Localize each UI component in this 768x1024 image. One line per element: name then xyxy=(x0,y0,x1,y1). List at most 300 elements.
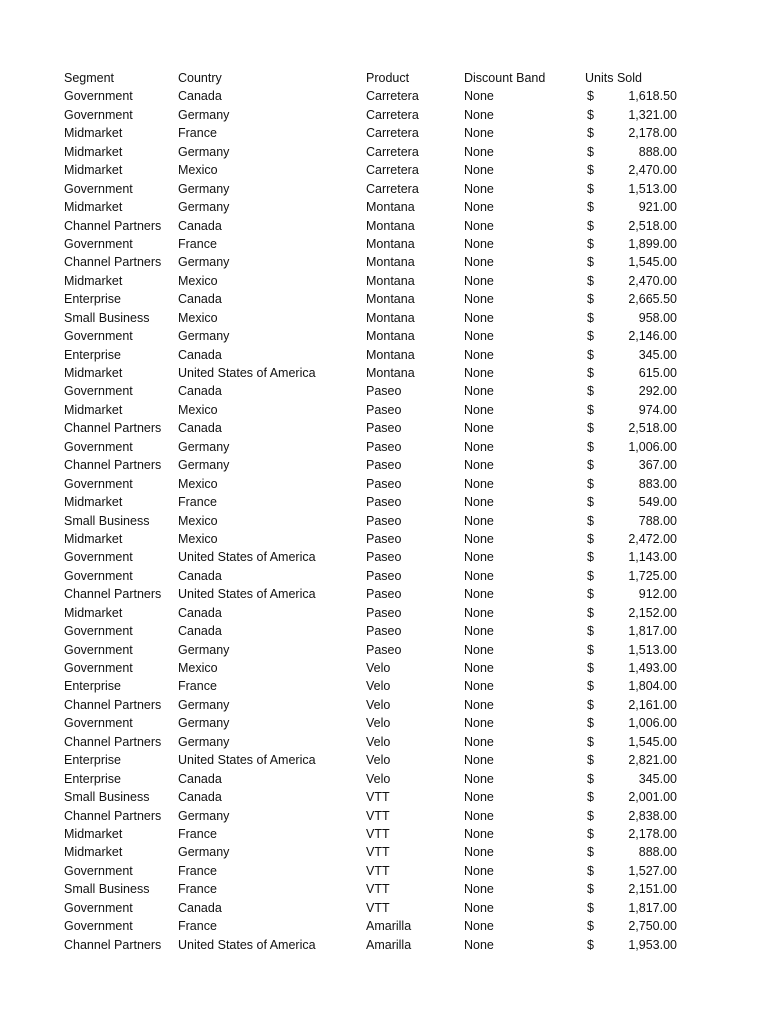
segment-cell: Midmarket xyxy=(64,605,123,620)
units-sold-cell: 2,470.00 xyxy=(628,163,677,178)
country-cell: Canada xyxy=(178,292,222,307)
product-cell: Paseo xyxy=(366,476,402,491)
units-sold-cell: 2,821.00 xyxy=(628,753,677,768)
country-cell: France xyxy=(178,236,217,251)
units-sold-cell: 888.00 xyxy=(638,144,677,159)
table-row xyxy=(0,899,768,917)
product-cell: Carretera xyxy=(366,107,419,122)
units-sold-cell: 2,001.00 xyxy=(628,790,677,805)
header-row xyxy=(0,69,768,87)
discount-band-cell: None xyxy=(464,273,494,288)
discount-band-cell: None xyxy=(464,126,494,141)
currency-symbol: $ xyxy=(587,679,594,694)
table-row xyxy=(0,512,768,530)
product-cell: Paseo xyxy=(366,642,402,657)
segment-cell: Midmarket xyxy=(64,826,123,841)
discount-band-cell: None xyxy=(464,550,494,565)
units-sold-cell: 549.00 xyxy=(638,495,677,510)
table-row xyxy=(0,235,768,253)
currency-symbol: $ xyxy=(587,421,594,436)
units-sold-cell: 958.00 xyxy=(638,310,677,325)
currency-symbol: $ xyxy=(587,568,594,583)
country-cell: France xyxy=(178,919,217,934)
units-sold-cell: 1,513.00 xyxy=(628,181,677,196)
product-cell: Paseo xyxy=(366,568,402,583)
currency-symbol: $ xyxy=(587,218,594,233)
segment-cell: Midmarket xyxy=(64,531,123,546)
country-cell: Germany xyxy=(178,734,230,749)
currency-symbol: $ xyxy=(587,181,594,196)
discount-band-cell: None xyxy=(464,384,494,399)
segment-cell: Channel Partners xyxy=(64,218,162,233)
spreadsheet-table xyxy=(0,69,768,954)
product-cell: Carretera xyxy=(366,89,419,104)
product-cell: Montana xyxy=(366,310,415,325)
table-row xyxy=(0,843,768,861)
country-cell: France xyxy=(178,826,217,841)
units-sold-cell: 345.00 xyxy=(638,347,677,362)
segment-cell: Midmarket xyxy=(64,273,123,288)
product-cell: Montana xyxy=(366,347,415,362)
currency-symbol: $ xyxy=(587,531,594,546)
units-sold-cell: 1,545.00 xyxy=(628,734,677,749)
country-cell: France xyxy=(178,495,217,510)
product-cell: Velo xyxy=(366,734,391,749)
product-cell: Paseo xyxy=(366,605,402,620)
currency-symbol: $ xyxy=(587,384,594,399)
currency-symbol: $ xyxy=(587,753,594,768)
units-sold-cell: 1,527.00 xyxy=(628,863,677,878)
discount-band-cell: None xyxy=(464,642,494,657)
units-sold-cell: 912.00 xyxy=(638,587,677,602)
header-country: Country xyxy=(178,71,222,85)
discount-band-cell: None xyxy=(464,826,494,841)
currency-symbol: $ xyxy=(587,863,594,878)
country-cell: Germany xyxy=(178,697,230,712)
table-row xyxy=(0,659,768,677)
product-cell: Carretera xyxy=(366,144,419,159)
currency-symbol: $ xyxy=(587,144,594,159)
table-row xyxy=(0,143,768,161)
table-row xyxy=(0,253,768,271)
table-row xyxy=(0,106,768,124)
country-cell: Mexico xyxy=(178,531,218,546)
segment-cell: Midmarket xyxy=(64,845,123,860)
country-cell: United States of America xyxy=(178,587,316,602)
country-cell: United States of America xyxy=(178,753,316,768)
table-row xyxy=(0,548,768,566)
units-sold-cell: 888.00 xyxy=(638,845,677,860)
units-sold-cell: 1,143.00 xyxy=(628,550,677,565)
segment-cell: Channel Partners xyxy=(64,421,162,436)
table-row xyxy=(0,438,768,456)
segment-cell: Channel Partners xyxy=(64,587,162,602)
discount-band-cell: None xyxy=(464,292,494,307)
discount-band-cell: None xyxy=(464,329,494,344)
table-row xyxy=(0,604,768,622)
country-cell: France xyxy=(178,126,217,141)
discount-band-cell: None xyxy=(464,753,494,768)
units-sold-cell: 2,178.00 xyxy=(628,826,677,841)
segment-cell: Channel Partners xyxy=(64,255,162,270)
country-cell: Germany xyxy=(178,716,230,731)
table-row xyxy=(0,641,768,659)
country-cell: Germany xyxy=(178,439,230,454)
currency-symbol: $ xyxy=(587,310,594,325)
table-row xyxy=(0,714,768,732)
currency-symbol: $ xyxy=(587,845,594,860)
units-sold-cell: 1,804.00 xyxy=(628,679,677,694)
product-cell: Velo xyxy=(366,679,391,694)
table-row xyxy=(0,493,768,511)
units-sold-cell: 788.00 xyxy=(638,513,677,528)
country-cell: Germany xyxy=(178,144,230,159)
table-row xyxy=(0,733,768,751)
units-sold-cell: 1,725.00 xyxy=(628,568,677,583)
discount-band-cell: None xyxy=(464,679,494,694)
discount-band-cell: None xyxy=(464,310,494,325)
currency-symbol: $ xyxy=(587,495,594,510)
segment-cell: Midmarket xyxy=(64,163,123,178)
product-cell: Carretera xyxy=(366,126,419,141)
discount-band-cell: None xyxy=(464,845,494,860)
product-cell: Amarilla xyxy=(366,919,412,934)
units-sold-cell: 1,493.00 xyxy=(628,661,677,675)
discount-band-cell: None xyxy=(464,89,494,104)
product-cell: Carretera xyxy=(366,163,419,178)
currency-symbol: $ xyxy=(587,587,594,602)
currency-symbol: $ xyxy=(587,919,594,934)
units-sold-cell: 1,817.00 xyxy=(628,900,677,915)
segment-cell: Government xyxy=(64,236,133,251)
header-product: Product xyxy=(366,71,410,85)
product-cell: Paseo xyxy=(366,495,402,510)
product-cell: Velo xyxy=(366,697,391,712)
units-sold-cell: 2,518.00 xyxy=(628,421,677,436)
discount-band-cell: None xyxy=(464,255,494,270)
units-sold-cell: 2,472.00 xyxy=(628,531,677,546)
product-cell: VTT xyxy=(366,863,390,878)
table-row xyxy=(0,936,768,954)
discount-band-cell: None xyxy=(464,163,494,178)
segment-cell: Enterprise xyxy=(64,679,121,694)
discount-band-cell: None xyxy=(464,863,494,878)
country-cell: Germany xyxy=(178,181,230,196)
product-cell: Velo xyxy=(366,661,391,675)
product-cell: Paseo xyxy=(366,402,402,417)
product-cell: Paseo xyxy=(366,513,402,528)
segment-cell: Government xyxy=(64,550,133,565)
discount-band-cell: None xyxy=(464,531,494,546)
currency-symbol: $ xyxy=(587,163,594,178)
segment-cell: Government xyxy=(64,329,133,344)
product-cell: VTT xyxy=(366,826,390,841)
country-cell: Canada xyxy=(178,89,222,104)
country-cell: Canada xyxy=(178,605,222,620)
discount-band-cell: None xyxy=(464,439,494,454)
currency-symbol: $ xyxy=(587,513,594,528)
table-row xyxy=(0,751,768,769)
discount-band-cell: None xyxy=(464,421,494,436)
discount-band-cell: None xyxy=(464,697,494,712)
table-row xyxy=(0,862,768,880)
units-sold-cell: 2,838.00 xyxy=(628,808,677,823)
units-sold-cell: 883.00 xyxy=(638,476,677,491)
table-row xyxy=(0,327,768,345)
table-row xyxy=(0,346,768,364)
product-cell: Paseo xyxy=(366,439,402,454)
units-sold-cell: 1,817.00 xyxy=(628,624,677,639)
units-sold-cell: 345.00 xyxy=(638,771,677,786)
units-sold-cell: 921.00 xyxy=(638,200,677,215)
units-sold-cell: 1,545.00 xyxy=(628,255,677,270)
country-cell: Canada xyxy=(178,790,222,805)
product-cell: Montana xyxy=(366,218,415,233)
segment-cell: Channel Partners xyxy=(64,937,162,952)
currency-symbol: $ xyxy=(587,716,594,731)
currency-symbol: $ xyxy=(587,605,594,620)
product-cell: Montana xyxy=(366,329,415,344)
table-row xyxy=(0,124,768,142)
country-cell: Canada xyxy=(178,771,222,786)
table-row xyxy=(0,788,768,806)
segment-cell: Government xyxy=(64,107,133,122)
product-cell: VTT xyxy=(366,845,390,860)
table-row xyxy=(0,807,768,825)
units-sold-cell: 2,750.00 xyxy=(628,919,677,934)
currency-symbol: $ xyxy=(587,255,594,270)
country-cell: Canada xyxy=(178,421,222,436)
segment-cell: Government xyxy=(64,642,133,657)
currency-symbol: $ xyxy=(587,642,594,657)
discount-band-cell: None xyxy=(464,734,494,749)
segment-cell: Midmarket xyxy=(64,495,123,510)
units-sold-cell: 2,161.00 xyxy=(628,697,677,712)
product-cell: Montana xyxy=(366,292,415,307)
segment-cell: Government xyxy=(64,384,133,399)
segment-cell: Government xyxy=(64,661,133,675)
table-row xyxy=(0,217,768,235)
product-cell: Paseo xyxy=(366,531,402,546)
currency-symbol: $ xyxy=(587,458,594,473)
product-cell: Paseo xyxy=(366,624,402,639)
country-cell: Mexico xyxy=(178,513,218,528)
country-cell: United States of America xyxy=(178,366,316,380)
segment-cell: Government xyxy=(64,900,133,915)
product-cell: Paseo xyxy=(366,458,402,473)
currency-symbol: $ xyxy=(587,697,594,712)
currency-symbol: $ xyxy=(587,771,594,786)
discount-band-cell: None xyxy=(464,218,494,233)
country-cell: France xyxy=(178,679,217,694)
units-sold-cell: 367.00 xyxy=(638,458,677,473)
country-cell: Germany xyxy=(178,845,230,860)
discount-band-cell: None xyxy=(464,107,494,122)
discount-band-cell: None xyxy=(464,716,494,731)
discount-band-cell: None xyxy=(464,587,494,602)
table-row xyxy=(0,401,768,419)
table-row xyxy=(0,530,768,548)
currency-symbol: $ xyxy=(587,476,594,491)
segment-cell: Government xyxy=(64,624,133,639)
header-units-sold: Units Sold xyxy=(585,71,642,85)
segment-cell: Government xyxy=(64,568,133,583)
table-row xyxy=(0,419,768,437)
currency-symbol: $ xyxy=(587,790,594,805)
product-cell: Amarilla xyxy=(366,937,412,952)
segment-cell: Government xyxy=(64,716,133,731)
discount-band-cell: None xyxy=(464,624,494,639)
product-cell: Montana xyxy=(366,255,415,270)
currency-symbol: $ xyxy=(587,236,594,251)
table-row xyxy=(0,585,768,603)
currency-symbol: $ xyxy=(587,347,594,362)
discount-band-cell: None xyxy=(464,144,494,159)
country-cell: Mexico xyxy=(178,661,218,675)
units-sold-cell: 2,178.00 xyxy=(628,126,677,141)
currency-symbol: $ xyxy=(587,550,594,565)
table-row xyxy=(0,309,768,327)
country-cell: Mexico xyxy=(178,273,218,288)
currency-symbol: $ xyxy=(587,937,594,952)
segment-cell: Midmarket xyxy=(64,126,123,141)
units-sold-cell: 2,151.00 xyxy=(628,882,677,897)
currency-symbol: $ xyxy=(587,900,594,915)
discount-band-cell: None xyxy=(464,808,494,823)
table-row xyxy=(0,567,768,585)
units-sold-cell: 1,899.00 xyxy=(628,236,677,251)
units-sold-cell: 1,953.00 xyxy=(628,937,677,952)
discount-band-cell: None xyxy=(464,200,494,215)
units-sold-cell: 1,006.00 xyxy=(628,716,677,731)
product-cell: VTT xyxy=(366,790,390,805)
country-cell: Canada xyxy=(178,568,222,583)
segment-cell: Small Business xyxy=(64,882,150,897)
table-row xyxy=(0,87,768,105)
currency-symbol: $ xyxy=(587,808,594,823)
discount-band-cell: None xyxy=(464,476,494,491)
country-cell: Germany xyxy=(178,329,230,344)
segment-cell: Channel Partners xyxy=(64,697,162,712)
segment-cell: Midmarket xyxy=(64,144,123,159)
table-row xyxy=(0,677,768,695)
country-cell: Germany xyxy=(178,200,230,215)
country-cell: Germany xyxy=(178,642,230,657)
currency-symbol: $ xyxy=(587,402,594,417)
discount-band-cell: None xyxy=(464,900,494,915)
segment-cell: Government xyxy=(64,89,133,104)
discount-band-cell: None xyxy=(464,771,494,786)
discount-band-cell: None xyxy=(464,495,494,510)
product-cell: Montana xyxy=(366,200,415,215)
country-cell: Germany xyxy=(178,107,230,122)
table-row xyxy=(0,622,768,640)
product-cell: Velo xyxy=(366,753,391,768)
segment-cell: Government xyxy=(64,863,133,878)
currency-symbol: $ xyxy=(587,439,594,454)
discount-band-cell: None xyxy=(464,790,494,805)
currency-symbol: $ xyxy=(587,366,594,380)
table-row xyxy=(0,180,768,198)
currency-symbol: $ xyxy=(587,661,594,675)
segment-cell: Enterprise xyxy=(64,292,121,307)
country-cell: Mexico xyxy=(178,476,218,491)
country-cell: Germany xyxy=(178,808,230,823)
segment-cell: Small Business xyxy=(64,790,150,805)
segment-cell: Government xyxy=(64,919,133,934)
discount-band-cell: None xyxy=(464,181,494,196)
units-sold-cell: 2,146.00 xyxy=(628,329,677,344)
segment-cell: Enterprise xyxy=(64,347,121,362)
table-row xyxy=(0,696,768,714)
currency-symbol: $ xyxy=(587,89,594,104)
discount-band-cell: None xyxy=(464,236,494,251)
country-cell: United States of America xyxy=(178,937,316,952)
country-cell: Mexico xyxy=(178,402,218,417)
table-row xyxy=(0,364,768,382)
country-cell: France xyxy=(178,863,217,878)
country-cell: United States of America xyxy=(178,550,316,565)
currency-symbol: $ xyxy=(587,329,594,344)
product-cell: Paseo xyxy=(366,550,402,565)
currency-symbol: $ xyxy=(587,200,594,215)
units-sold-cell: 1,618.50 xyxy=(628,89,677,104)
discount-band-cell: None xyxy=(464,402,494,417)
units-sold-cell: 2,152.00 xyxy=(628,605,677,620)
units-sold-cell: 1,321.00 xyxy=(628,107,677,122)
segment-cell: Channel Partners xyxy=(64,808,162,823)
currency-symbol: $ xyxy=(587,273,594,288)
table-row xyxy=(0,290,768,308)
segment-cell: Enterprise xyxy=(64,753,121,768)
units-sold-cell: 292.00 xyxy=(638,384,677,399)
product-cell: Paseo xyxy=(366,587,402,602)
units-sold-cell: 974.00 xyxy=(638,402,677,417)
country-cell: Mexico xyxy=(178,310,218,325)
product-cell: Velo xyxy=(366,716,391,731)
product-cell: VTT xyxy=(366,808,390,823)
discount-band-cell: None xyxy=(464,661,494,675)
table-row xyxy=(0,917,768,935)
segment-cell: Midmarket xyxy=(64,366,123,380)
product-cell: Paseo xyxy=(366,384,402,399)
table-row xyxy=(0,198,768,216)
product-cell: Montana xyxy=(366,366,415,380)
segment-cell: Channel Partners xyxy=(64,734,162,749)
table-row xyxy=(0,272,768,290)
units-sold-cell: 2,518.00 xyxy=(628,218,677,233)
discount-band-cell: None xyxy=(464,513,494,528)
segment-cell: Enterprise xyxy=(64,771,121,786)
table-row xyxy=(0,475,768,493)
units-sold-cell: 2,470.00 xyxy=(628,273,677,288)
discount-band-cell: None xyxy=(464,458,494,473)
table-row xyxy=(0,825,768,843)
segment-cell: Small Business xyxy=(64,310,150,325)
table-row xyxy=(0,770,768,788)
country-cell: Canada xyxy=(178,624,222,639)
currency-symbol: $ xyxy=(587,734,594,749)
currency-symbol: $ xyxy=(587,107,594,122)
discount-band-cell: None xyxy=(464,882,494,897)
country-cell: Mexico xyxy=(178,163,218,178)
table-row xyxy=(0,161,768,179)
table-row xyxy=(0,456,768,474)
currency-symbol: $ xyxy=(587,292,594,307)
units-sold-cell: 615.00 xyxy=(638,366,677,380)
discount-band-cell: None xyxy=(464,937,494,952)
currency-symbol: $ xyxy=(587,624,594,639)
